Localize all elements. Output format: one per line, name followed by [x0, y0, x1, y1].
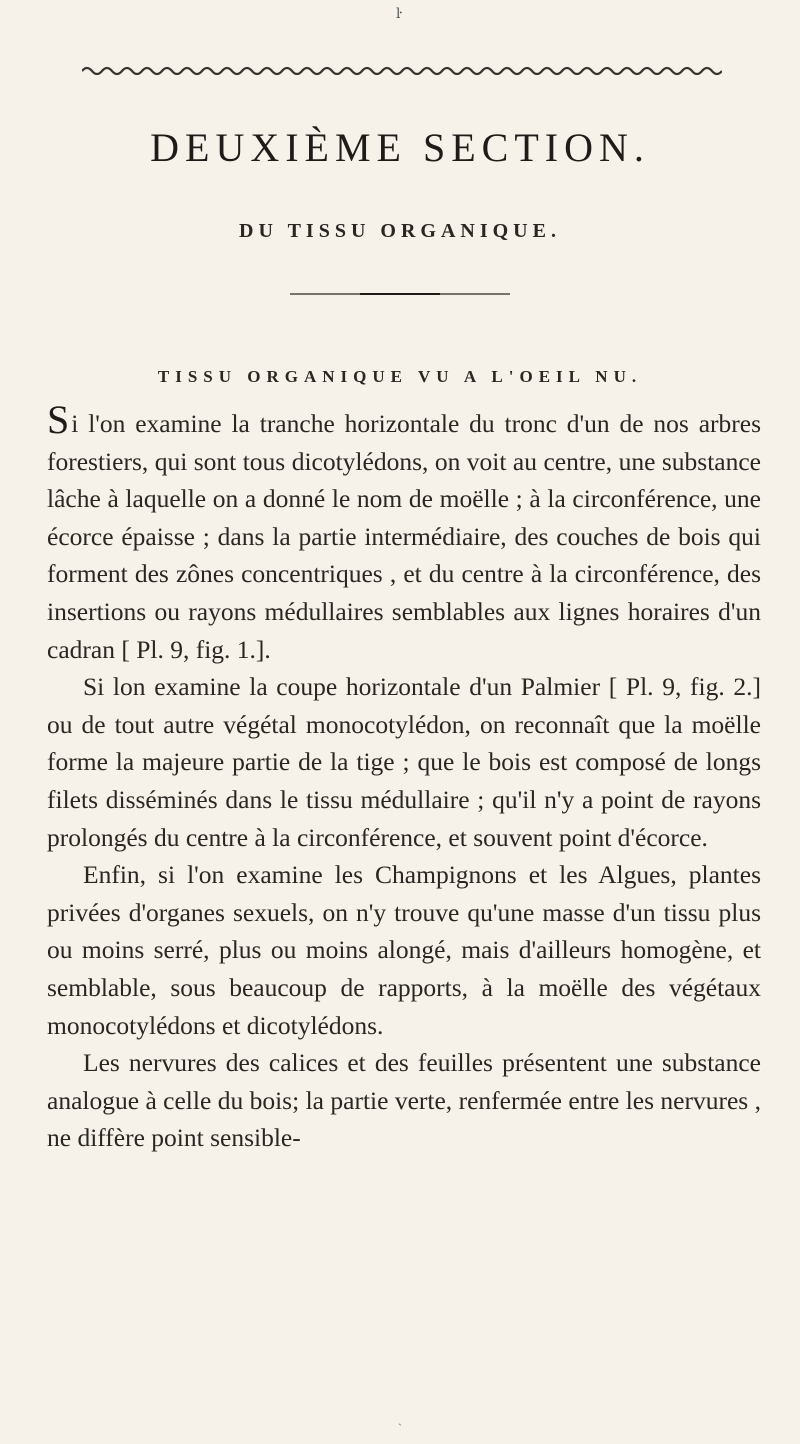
horizontal-rule — [290, 293, 510, 295]
paragraph-4: Les nervures des calices et des feuilles présentent une substance analogue à celle du bois; la partie verte, renfermée entre les nervures , ne diffère point sensible- — [47, 1048, 761, 1153]
top-printer-mark: ŀ — [396, 6, 401, 22]
decorative-border-ornament — [82, 64, 722, 78]
chapter-heading: TISSU ORGANIQUE VU A L'OEIL NU. — [157, 367, 643, 386]
section-title: DEUXIÈME SECTION. — [150, 125, 650, 170]
body-text — [47, 397, 761, 1157]
paragraph-1 — [47, 397, 761, 668]
paragraph-2: Si lon examine la coupe horizontale d'un Palmier [ Pl. 9, fig. 2.] ou de tout autre végétal monocotylédon, on reconnaît que la moëlle forme la majeure partie de la tige ; que le bois est composé de longs filets disséminés dans le tissu médullaire ; qu'il n'y a point de rayons prolongés du centre à la circonférence, et souvent point d'écorce. — [47, 672, 761, 852]
paragraph-1-text: i l'on examine la tranche horizontale du tronc d'un de nos arbres forestiers, qui sont tous dicotylédons, on voit au centre, une substance lâche à laquelle on a donné le nom de moëlle ; à la circonférence, une écorce épaisse ; dans la partie intermédiaire, des couches de bois qui forment des zônes concentriques , et du centre à la circonférence, des insertions ou rayons médullaires semblables aux lignes horaires d'un cadran [ Pl. 9, fig. 1.]. — [47, 409, 761, 664]
section-subtitle: DU TISSU ORGANIQUE. — [239, 220, 561, 242]
drop-cap: S — [47, 397, 70, 442]
paragraph-3: Enfin, si l'on examine les Champignons et les Algues, plantes privées d'organes sexuels, on n'y trouve qu'une masse d'un tissu plus ou moins serré, plus ou moins alongé, mais d'ailleurs homogène, et semblable, sous beaucoup de rapports, à la moëlle des végétaux monocotylédons et dicotylédons. — [47, 860, 761, 1040]
bottom-printer-mark: ˎ — [398, 1412, 402, 1426]
